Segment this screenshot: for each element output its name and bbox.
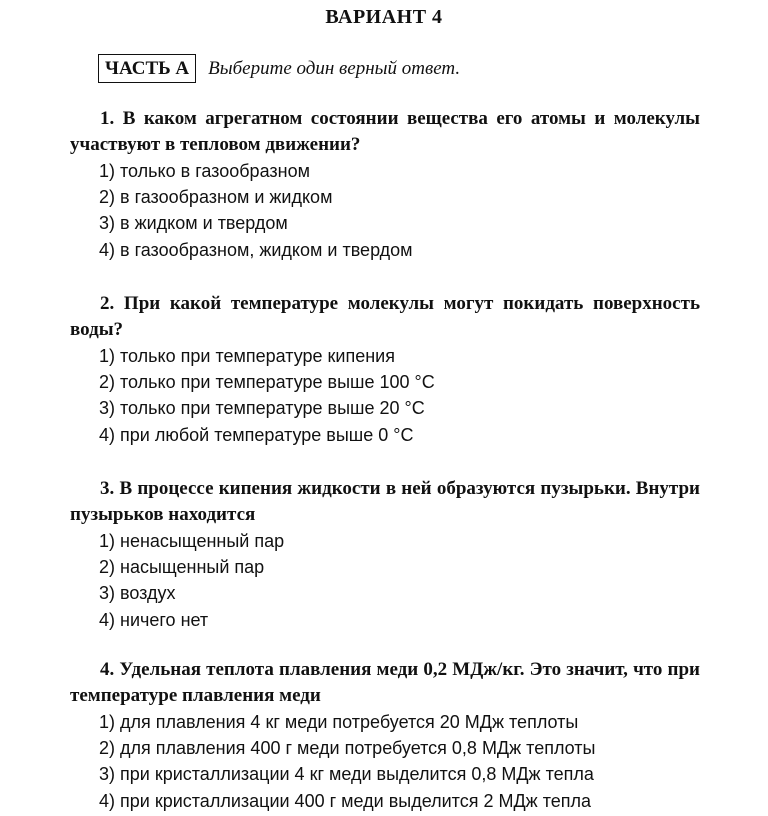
part-label: ЧАСТЬ А xyxy=(98,54,196,83)
variant-title: ВАРИАНТ 4 xyxy=(325,6,443,28)
answer-option-4: 4) при кристаллизации 400 г меди выделится 2 МДж тепла xyxy=(99,790,592,811)
answer-option-4: 4) при любой температуре выше 0 °С xyxy=(99,424,414,445)
question-3 xyxy=(70,476,700,633)
answer-option-3: 3) при кристаллизации 4 кг меди выделится 0,8 МДж тепла xyxy=(99,764,594,785)
part-header xyxy=(98,54,460,83)
answer-option-1: 1) для плавления 4 кг меди потребуется 20 МДж теплоты xyxy=(99,712,579,732)
question-text: 2. При какой температуре молекулы могут покидать поверхность воды? xyxy=(70,293,700,340)
answer-option-1: 1) ненасыщенный пар xyxy=(99,531,285,551)
answer-option-2: 2) только при температуре выше 100 °С xyxy=(99,372,435,393)
answer-option-4: 4) в газообразном, жидком и твердом xyxy=(99,239,413,260)
answer-option-1: 1) только в газообразном xyxy=(99,161,310,181)
answer-option-1: 1) только при температуре кипения xyxy=(99,346,395,366)
question-text: 4. Удельная теплота плавления меди 0,2 МДж/кг. Это значит, что при температуре плавления меди xyxy=(70,659,700,706)
answer-options xyxy=(70,158,700,263)
answer-options xyxy=(70,709,700,814)
answer-option-3: 3) только при температуре выше 20 °С xyxy=(99,398,425,419)
answer-options xyxy=(70,343,700,448)
answer-option-3: 3) в жидком и твердом xyxy=(99,213,288,234)
question-text: 1. В каком агрегатном состоянии вещества его атомы и молекулы участвуют в тепловом движении? xyxy=(70,108,700,155)
question-text: 3. В процессе кипения жидкости в ней образуются пузырьки. Внутри пузырьков находится xyxy=(70,478,700,525)
answer-option-2: 2) для плавления 400 г меди потребуется 0,8 МДж теплоты xyxy=(99,738,596,759)
question-4 xyxy=(70,657,700,814)
answer-option-3: 3) воздух xyxy=(99,583,176,604)
answer-option-2: 2) насыщенный пар xyxy=(99,557,265,578)
answer-option-2: 2) в газообразном и жидком xyxy=(99,187,333,208)
answer-options xyxy=(70,528,700,633)
answer-option-4: 4) ничего нет xyxy=(99,609,209,630)
question-2 xyxy=(70,291,700,448)
question-1 xyxy=(70,106,700,263)
part-instruction: Выберите один верный ответ. xyxy=(208,57,461,79)
